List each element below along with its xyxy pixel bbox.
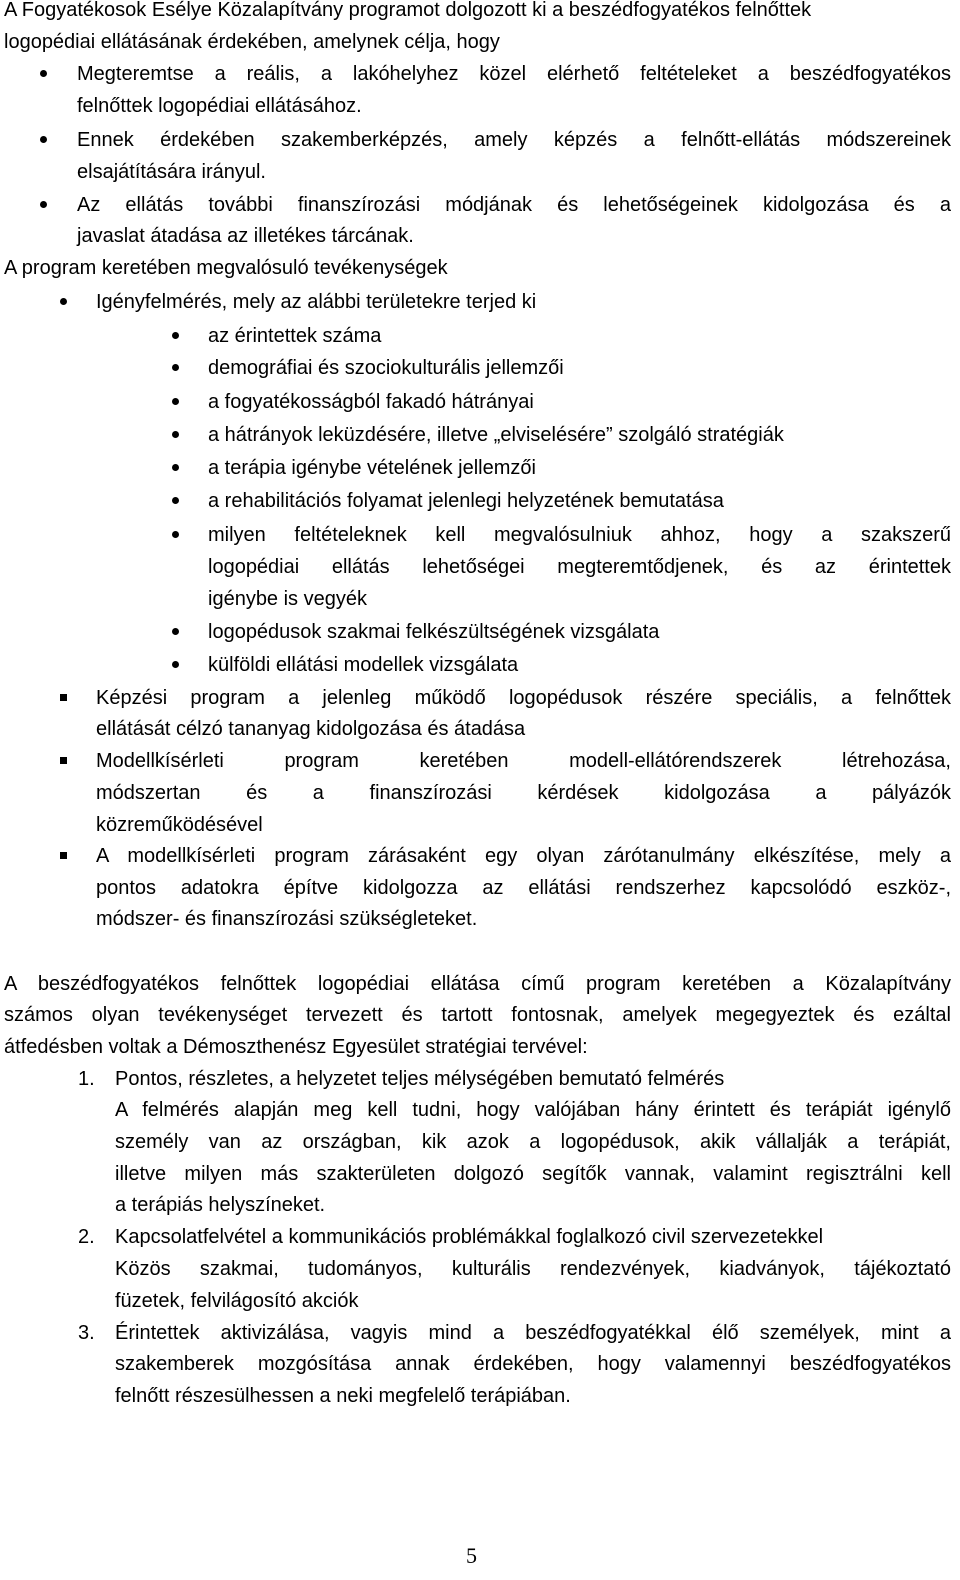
numbered-item-continuation (0, 1253, 960, 1285)
goal-text: felnőttek logopédiai ellátásához. (77, 95, 362, 117)
numbered-item-text: füzetek, felvilágosító akciók (115, 1290, 359, 1312)
program-continuation (0, 903, 960, 935)
intro-line (0, 0, 960, 26)
numbered-item-text: felnőtt részesülhessen a neki megfelelő terápiában. (115, 1385, 571, 1407)
goal-item-continuation (0, 90, 960, 122)
program-continuation (0, 872, 960, 904)
needs-survey-text: Igényfelmérés, mely az alábbi területekre terjed ki (96, 291, 537, 313)
survey-area-text: demográfiai és szociokulturális jellemzői (208, 357, 564, 379)
survey-area-text: igénybe is vegyék (208, 588, 367, 610)
numbered-item-text: Érintettek aktivizálása, vagyis mind a beszédfogyatékkal élő személyek, mint a (115, 1322, 951, 1344)
intro-text: logopédiai ellátásának érdekében, amelynek célja, hogy (4, 31, 500, 53)
numbered-item (0, 1317, 960, 1349)
survey-area-item (0, 649, 960, 681)
goal-text: Megteremtse a reális, a lakóhelyhez közel elérhető feltételeket a beszédfogyatékos (77, 63, 951, 85)
goal-item-continuation (0, 156, 960, 188)
program-text: pontos adatokra építve kidolgozza az ellátási rendszerhez kapcsolódó eszköz-, (96, 877, 951, 899)
survey-area-item (0, 452, 960, 484)
numbered-item-continuation (0, 1158, 960, 1190)
program-text: módszer- és finanszírozási szükségleteket. (96, 908, 478, 930)
goal-item (0, 58, 960, 90)
paragraph-line (0, 1031, 960, 1063)
bullet-dot-icon (36, 189, 50, 221)
program-text: módszertan és a finanszírozási kérdések kidolgozása a pályázók (96, 782, 951, 804)
goal-item (0, 189, 960, 221)
numbered-item-text: Pontos, részletes, a helyzetet teljes mélységében bemutató felmérés (115, 1068, 725, 1090)
bullet-dot-icon (168, 320, 182, 352)
program-text: Képzési program a jelenleg működő logopédusok részére speciális, a felnőttek (96, 687, 951, 709)
numbered-item-continuation (0, 1348, 960, 1380)
bullet-dot-icon (168, 352, 182, 384)
survey-area-text: a hátrányok leküzdésére, illetve „elviselésére” szolgáló stratégiák (208, 424, 784, 446)
program-text: A modellkísérleti program zárásaként egy olyan zárótanulmány elkészítése, mely a (96, 845, 951, 867)
paragraph-text: számos olyan tevékenységet tervezett és tartott fontosnak, amelyek megegyeztek és ezáltal (4, 1004, 951, 1026)
survey-area-text: logopédiai ellátás lehetőségei megteremtődjenek, és az érintettek (208, 556, 951, 578)
survey-area-text: logopédusok szakmai felkészültségének vizsgálata (208, 621, 660, 643)
survey-area-item (0, 386, 960, 418)
goal-text: Ennek érdekében szakemberképzés, amely képzés a felnőtt-ellátás módszereinek (77, 129, 951, 151)
program-item (0, 682, 960, 714)
goal-text: Az ellátás további finanszírozási módjának és lehetőségeinek kidolgozása és a (77, 194, 951, 216)
bullet-dot-icon (168, 616, 182, 648)
numbered-item-text: Közös szakmai, tudományos, kulturális rendezvények, kiadványok, tájékoztató (115, 1258, 951, 1280)
bullet-dot-icon (36, 124, 50, 156)
numbered-item-continuation (0, 1285, 960, 1317)
survey-area-item (0, 352, 960, 384)
numbered-item-text: személy van az országban, kik azok a logopédusok, akik vállalják a terápiát, (115, 1131, 951, 1153)
numbered-item-text: illetve milyen más szakterületen dolgozó segítők vannak, valamint regisztrálni kell (115, 1163, 951, 1185)
item-number: 1. (78, 1068, 95, 1090)
paragraph-line (0, 968, 960, 1000)
bullet-dot-icon (168, 485, 182, 517)
program-text: közreműködésével (96, 814, 263, 836)
survey-area-continuation (0, 583, 960, 615)
bullet-dot-icon (168, 452, 182, 484)
survey-area-continuation (0, 551, 960, 583)
survey-area-text: milyen feltételeknek kell megvalósulniuk ahhoz, hogy a szakszerű (208, 524, 951, 546)
bullet-dot-icon (56, 286, 70, 318)
survey-area-text: a terápia igénybe vételének jellemzői (208, 457, 536, 479)
program-continuation (0, 809, 960, 841)
numbered-item-continuation (0, 1189, 960, 1221)
program-text: ellátását célzó tananyag kidolgozása és átadása (96, 718, 526, 740)
bullet-square-icon (56, 682, 70, 714)
page-number: 5 (466, 1543, 477, 1568)
paragraph-text: átfedésben voltak a Démoszthenész Egyesület stratégiai tervével: (4, 1036, 588, 1058)
numbered-item-continuation (0, 1094, 960, 1126)
numbered-item (0, 1063, 960, 1095)
survey-area-text: az érintettek száma (208, 325, 382, 347)
program-continuation (0, 777, 960, 809)
bullet-dot-icon (168, 386, 182, 418)
bullet-square-icon (56, 745, 70, 777)
numbered-item-text: Kapcsolatfelvétel a kommunikációs problémákkal foglalkozó civil szervezetekkel (115, 1226, 824, 1248)
program-item (0, 840, 960, 872)
numbered-item-continuation (0, 1380, 960, 1412)
program-continuation (0, 713, 960, 745)
paragraph-text: A beszédfogyatékos felnőttek logopédiai ellátása című program keretében a Közalapítvány (4, 973, 951, 995)
survey-area-text: a fogyatékosságból fakadó hátrányai (208, 391, 534, 413)
numbered-item-text: A felmérés alapján meg kell tudni, hogy valójában hány érintett és terápiát igénylő (115, 1099, 951, 1121)
bullet-dot-icon (168, 649, 182, 681)
goal-text: elsajátítására irányul. (77, 161, 266, 183)
numbered-item (0, 1221, 960, 1253)
bullet-dot-icon (36, 58, 50, 90)
survey-area-item (0, 485, 960, 517)
goal-text: javaslat átadása az illetékes tárcának. (77, 225, 414, 247)
survey-area-text: a rehabilitációs folyamat jelenlegi helyzetének bemutatása (208, 490, 724, 512)
bullet-dot-icon (168, 519, 182, 551)
program-text: Modellkísérleti program keretében modell-ellátórendszerek létrehozása, (96, 750, 951, 772)
survey-area-item (0, 519, 960, 551)
activities-heading (0, 252, 960, 284)
survey-area-item (0, 320, 960, 352)
intro-line (0, 26, 960, 58)
survey-area-item (0, 616, 960, 648)
needs-survey-item (0, 286, 960, 318)
item-number: 2. (78, 1226, 95, 1248)
goal-item (0, 124, 960, 156)
item-number: 3. (78, 1322, 95, 1344)
numbered-item-text: szakemberek mozgósítása annak érdekében, hogy valamennyi beszédfogyatékos (115, 1353, 951, 1375)
bullet-dot-icon (168, 419, 182, 451)
survey-area-item (0, 419, 960, 451)
numbered-item-text: a terápiás helyszíneket. (115, 1194, 326, 1216)
numbered-item-continuation (0, 1126, 960, 1158)
paragraph-line (0, 999, 960, 1031)
intro-text: A Fogyatékosok Esélye Közalapítvány programot dolgozott ki a beszédfogyatékos felnőttek (4, 0, 812, 21)
bullet-square-icon (56, 840, 70, 872)
goal-item-continuation (0, 220, 960, 252)
survey-area-text: külföldi ellátási modellek vizsgálata (208, 654, 519, 676)
activities-heading-text: A program keretében megvalósuló tevékenységek (4, 257, 448, 279)
program-item (0, 745, 960, 777)
